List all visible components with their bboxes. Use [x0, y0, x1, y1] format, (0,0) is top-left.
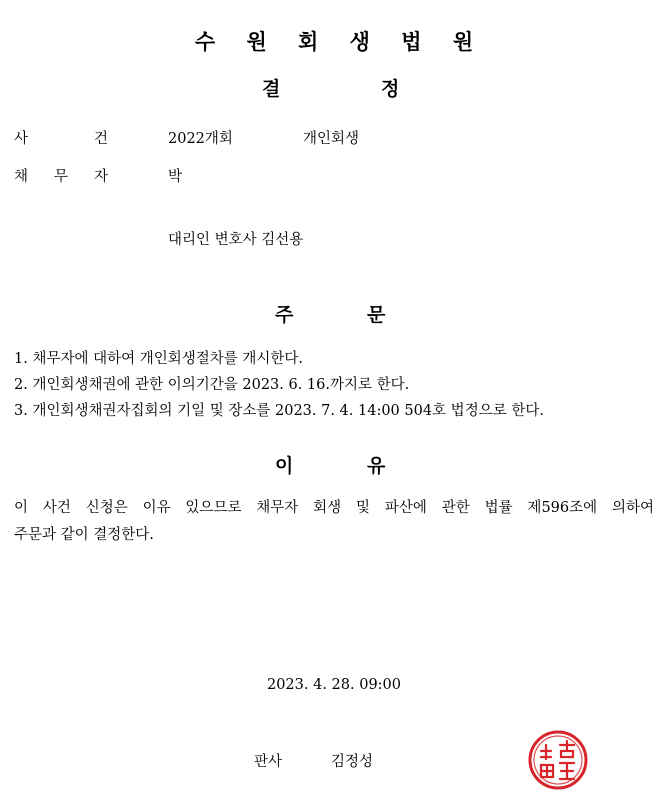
order-item-2: 2. 개인회생채권에 관한 이의기간을 2023. 6. 16.까지로 한다.	[14, 377, 410, 393]
judge-name: 김정성	[331, 754, 374, 770]
debtor-label-char-1: 채	[14, 169, 29, 185]
case-type: 개인회생	[303, 131, 360, 147]
court-name: 수 원 회 생 법 원	[194, 30, 474, 54]
debtor-agent: 대리인 변호사 김선용	[168, 232, 304, 248]
judge-title: 판사	[254, 754, 283, 770]
debtor-name: 박	[168, 169, 183, 185]
debtor-label-char-2: 무	[54, 169, 69, 185]
title-char-left: 결	[262, 78, 281, 100]
reason-line-1: 이 사건 신청은 이유 있으므로 채무자 회생 및 파산에 관한 법률 제596조에 의하여	[14, 500, 654, 516]
order-item-3: 3. 개인회생채권자집회의 기일 및 장소를 2023. 7. 4. 14:00 504호 법정으로 한다.	[14, 403, 544, 419]
debtor-label-char-3: 자	[94, 169, 109, 185]
case-label-char-2: 건	[94, 131, 109, 147]
decision-date: 2023. 4. 28. 09:00	[266, 677, 402, 693]
title-char-right: 정	[381, 78, 400, 100]
reason-heading-char-left: 이	[275, 455, 294, 477]
case-label-char-1: 사	[14, 131, 29, 147]
order-item-1: 1. 채무자에 대하여 개인회생절차를 개시한다.	[14, 351, 304, 367]
case-number: 2022개회	[168, 131, 233, 147]
court-seal-icon	[527, 729, 589, 791]
reason-line-2: 주문과 같이 결정한다.	[14, 527, 154, 543]
order-heading-char-left: 주	[275, 304, 294, 326]
reason-heading-char-right: 유	[367, 455, 386, 477]
order-heading-char-right: 문	[367, 304, 386, 326]
